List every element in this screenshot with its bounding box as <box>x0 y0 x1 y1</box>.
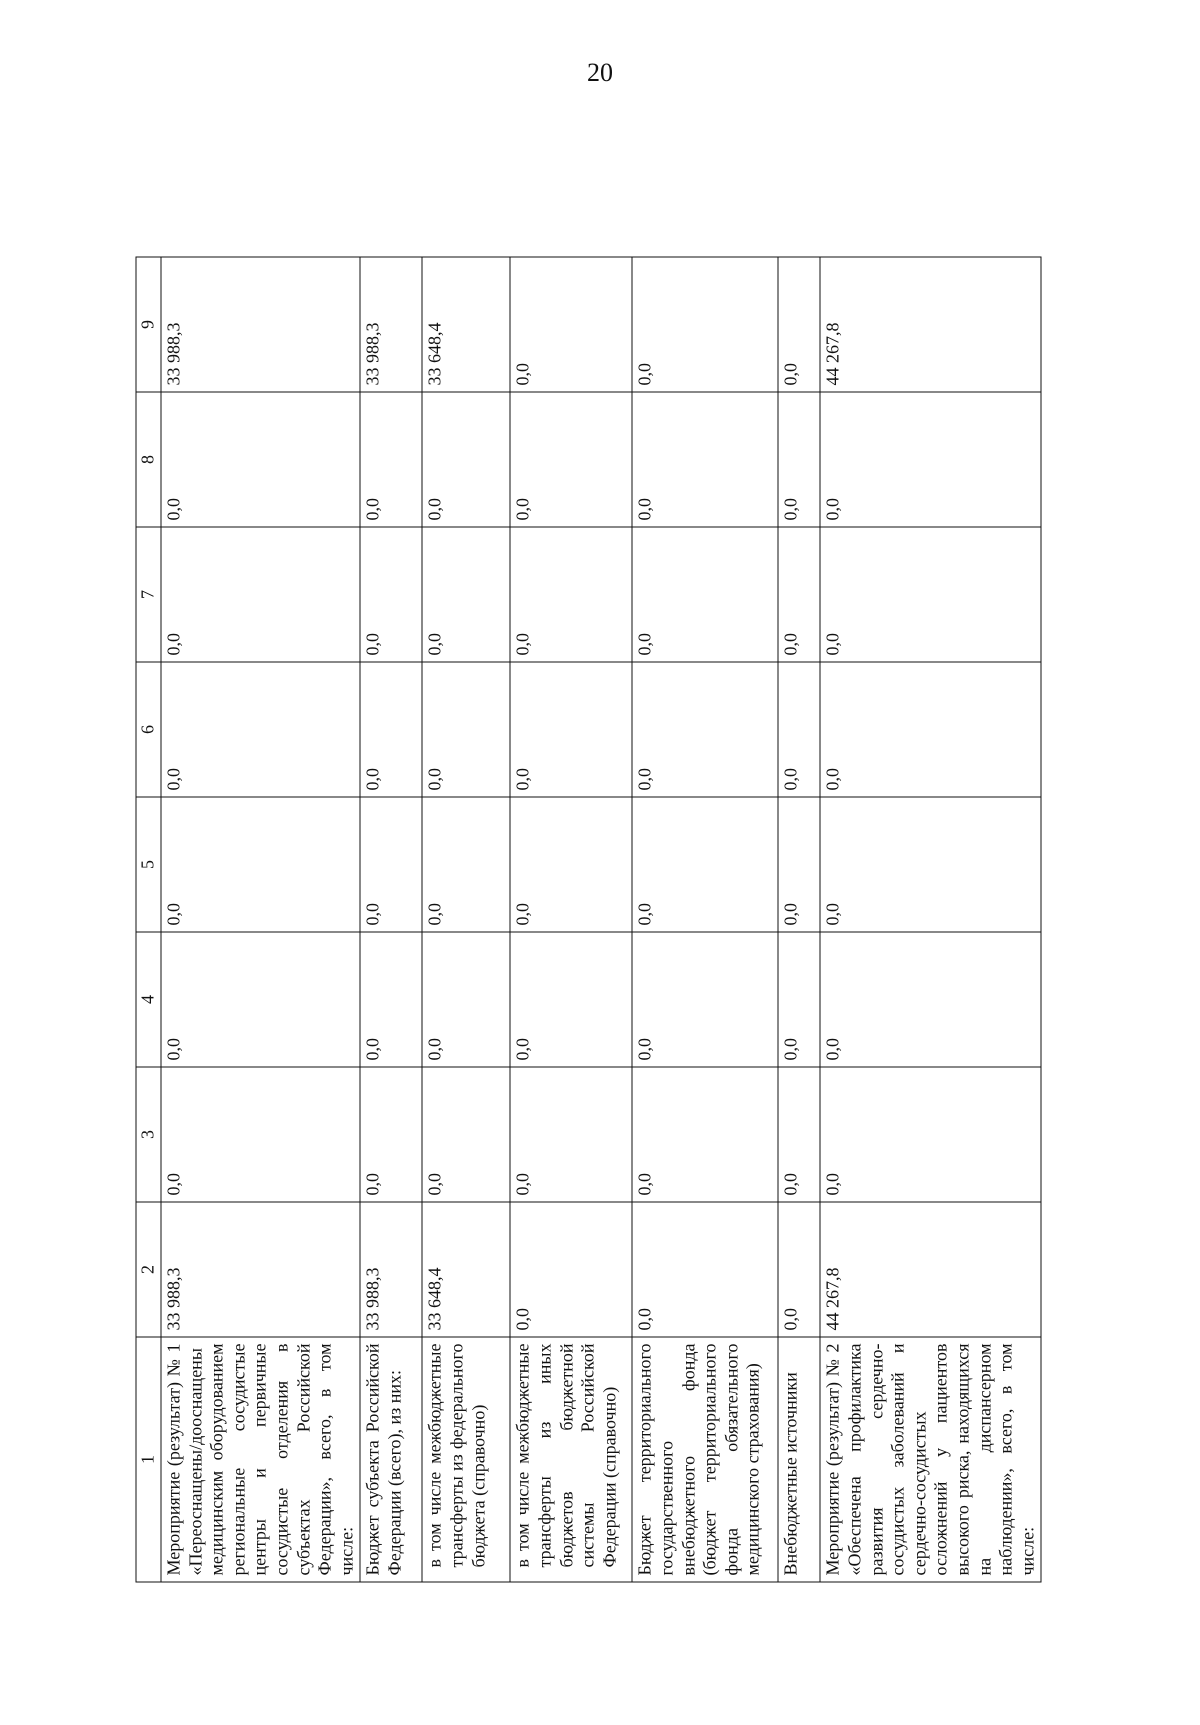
cell-value: 0,0 <box>778 1202 820 1337</box>
table-row <box>820 257 1041 1582</box>
cell-value: 0,0 <box>820 932 1041 1067</box>
cell-value: 0,0 <box>632 1067 778 1202</box>
table-row <box>360 257 422 1582</box>
table-row <box>510 257 632 1582</box>
cell-value: 0,0 <box>360 392 422 527</box>
cell-value: 33 988,3 <box>161 257 360 392</box>
cell-value: 0,0 <box>632 797 778 932</box>
row-name: Внебюджетные источники <box>778 1337 820 1582</box>
cell-value: 0,0 <box>632 257 778 392</box>
cell-value: 0,0 <box>632 392 778 527</box>
row-name: Бюджет территориального государственного внебюджетного фонда (бюджет территориального фонда обязательного медицинского страхования) <box>632 1337 778 1582</box>
cell-value: 0,0 <box>778 1067 820 1202</box>
column-header: 4 <box>136 932 161 1067</box>
column-header: 2 <box>136 1202 161 1337</box>
cell-value: 0,0 <box>510 797 632 932</box>
cell-value: 0,0 <box>510 527 632 662</box>
cell-value: 0,0 <box>422 932 510 1067</box>
cell-value: 44 267,8 <box>820 1202 1041 1337</box>
cell-value: 0,0 <box>510 662 632 797</box>
cell-value: 0,0 <box>161 797 360 932</box>
cell-value: 0,0 <box>778 662 820 797</box>
cell-value: 0,0 <box>778 527 820 662</box>
cell-value: 33 988,3 <box>360 257 422 392</box>
cell-value: 0,0 <box>360 662 422 797</box>
cell-value: 0,0 <box>510 1067 632 1202</box>
table-row <box>161 257 360 1582</box>
cell-value: 33 988,3 <box>161 1202 360 1337</box>
page-number: 20 <box>587 58 613 87</box>
cell-value: 0,0 <box>360 797 422 932</box>
cell-value: 0,0 <box>360 527 422 662</box>
cell-value: 44 267,8 <box>820 257 1041 392</box>
row-name: в том числе межбюджетные трансферты из иных бюджетов бюджетной системы Российской Федерации (справочно) <box>510 1337 632 1582</box>
column-header: 7 <box>136 527 161 662</box>
cell-value: 0,0 <box>820 797 1041 932</box>
cell-value: 0,0 <box>422 662 510 797</box>
cell-value: 0,0 <box>820 392 1041 527</box>
rotated-table-container <box>135 258 1135 1583</box>
cell-value: 0,0 <box>161 392 360 527</box>
row-name: в том числе межбюджетные трансферты из федерального бюджета (справочно) <box>422 1337 510 1582</box>
cell-value: 0,0 <box>422 392 510 527</box>
cell-value: 0,0 <box>820 1067 1041 1202</box>
cell-value: 0,0 <box>632 932 778 1067</box>
column-header: 1 <box>136 1337 161 1582</box>
table-row <box>632 257 778 1582</box>
cell-value: 0,0 <box>422 1067 510 1202</box>
column-header: 5 <box>136 797 161 932</box>
budget-table <box>135 257 1041 1583</box>
cell-value: 0,0 <box>778 932 820 1067</box>
cell-value: 33 648,4 <box>422 1202 510 1337</box>
column-header: 6 <box>136 662 161 797</box>
cell-value: 0,0 <box>161 662 360 797</box>
row-name: Мероприятие (результат) № 1 «Переоснащены/дооснащены медицинским оборудованием региональные сосудистые центры и первичные сосудистые отделения в субъектах Российской Федерации», всего, в том числе: <box>161 1337 360 1582</box>
cell-value: 0,0 <box>510 257 632 392</box>
table-row <box>778 257 820 1582</box>
cell-value: 0,0 <box>778 257 820 392</box>
cell-value: 0,0 <box>820 662 1041 797</box>
table-header-row <box>136 257 161 1582</box>
row-name: Бюджет субъекта Российской Федерации (всего), из них: <box>360 1337 422 1582</box>
cell-value: 0,0 <box>360 932 422 1067</box>
row-name: Мероприятие (результат) № 2 «Обеспечена профилактика развития сердечно-сосудистых заболеваний и сердечно-сосудистых осложнений у пациентов высокого риска, находящихся на диспансерном наблюдении», всего, в том числе: <box>820 1337 1041 1582</box>
column-header: 3 <box>136 1067 161 1202</box>
cell-value: 0,0 <box>422 527 510 662</box>
table-row <box>422 257 510 1582</box>
cell-value: 0,0 <box>161 932 360 1067</box>
cell-value: 0,0 <box>360 1067 422 1202</box>
cell-value: 0,0 <box>510 1202 632 1337</box>
cell-value: 0,0 <box>632 662 778 797</box>
cell-value: 0,0 <box>161 1067 360 1202</box>
cell-value: 0,0 <box>778 797 820 932</box>
cell-value: 0,0 <box>161 527 360 662</box>
cell-value: 0,0 <box>422 797 510 932</box>
cell-value: 0,0 <box>510 932 632 1067</box>
cell-value: 0,0 <box>778 392 820 527</box>
column-header: 9 <box>136 257 161 392</box>
cell-value: 0,0 <box>820 527 1041 662</box>
column-header: 8 <box>136 392 161 527</box>
cell-value: 0,0 <box>510 392 632 527</box>
cell-value: 0,0 <box>632 1202 778 1337</box>
cell-value: 33 988,3 <box>360 1202 422 1337</box>
cell-value: 0,0 <box>632 527 778 662</box>
cell-value: 33 648,4 <box>422 257 510 392</box>
